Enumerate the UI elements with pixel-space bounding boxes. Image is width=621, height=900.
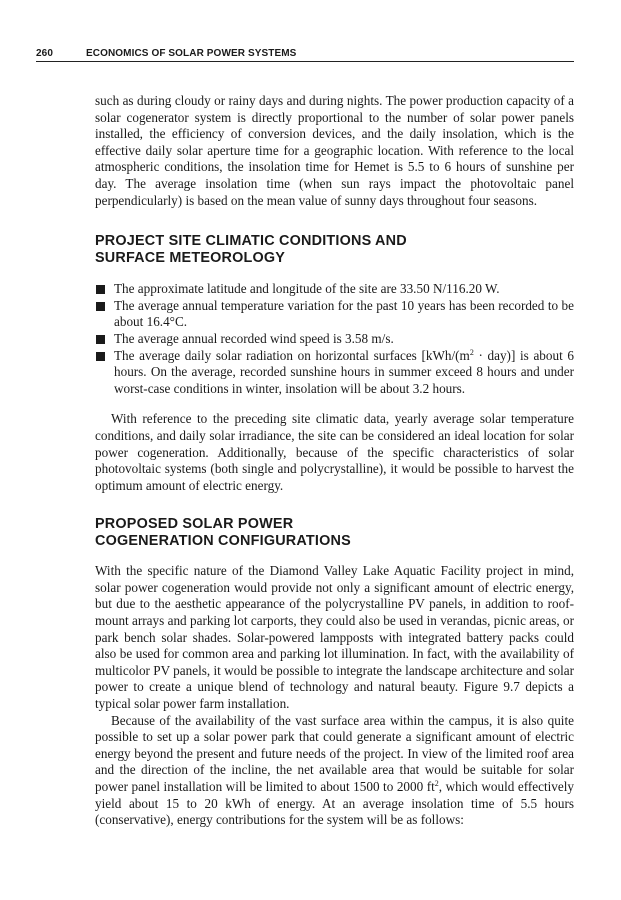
- bullet-square-icon: [96, 302, 105, 311]
- bullet-item: [95, 331, 574, 348]
- page-body: [95, 93, 574, 829]
- bullet-text: The average annual recorded wind speed is 3.58 m/s.: [114, 330, 394, 346]
- cogeneration-paragraph-2: [95, 713, 574, 829]
- section-heading-cogeneration: [95, 516, 574, 550]
- bullet-square-icon: [96, 352, 105, 361]
- bullet-item: [95, 348, 574, 398]
- intro-paragraph: such as during cloudy or rainy days and during nights. The power production capacity of a solar cogenerator system is directly proportional to the number of solar power panels installed, the efficiency of conversion devices, and the daily insolation, which is the effective daily solar aperture time for a geographic location. With reference to the local atmospheric conditions, the insolation time for Hemet is 5.5 to 6 hours of sunshine per day. The average insolation time (when sun rays impact the photovoltaic panel perpendicularly) is based on the mean value of sunny days throughout four seasons.: [95, 93, 574, 208]
- bullet-square-icon: [96, 285, 105, 294]
- climate-bullet-list: [95, 281, 574, 397]
- superscript: 2: [469, 347, 474, 357]
- paragraph-text: , which would effectively yield about 15 to 20 kWh of energy. At an average insolation time of 5.5 hours (conservative), energy contributions for the system will be as follows:: [95, 779, 574, 828]
- bullet-text: The average daily solar radiation on horizontal surfaces [kWh/(m: [114, 347, 470, 363]
- heading-line: PROJECT SITE CLIMATIC CONDITIONS AND: [95, 233, 407, 250]
- bullet-item: [95, 298, 574, 331]
- bullet-text: The approximate latitude and longitude of the site are 33.50 N/116.20 W.: [114, 281, 500, 297]
- bullet-square-icon: [96, 335, 105, 344]
- climate-summary-paragraph: With reference to the preceding site climatic data, yearly average solar temperature conditions, and daily solar irradiance, the site can be considered an ideal location for solar power cogeneration. Additionally, because of the specific characteristics of solar photovoltaic systems (both single and polycrystalline), it would be possible to harvest the optimum amount of electric energy.: [95, 411, 574, 493]
- running-head: [36, 43, 574, 62]
- page-number: 260: [36, 48, 53, 59]
- bullet-text: · day)] is about 6 hours. On the average, recorded sunshine hours in summer exceed 8 hours and under worst-case conditions in winter, insolation will be about 3.2 hours.: [114, 347, 574, 396]
- superscript: 2: [434, 779, 439, 788]
- cogeneration-paragraph-1: With the specific nature of the Diamond Valley Lake Aquatic Facility project in mind, solar power cogeneration would provide not only a significant amount of electric energy, but due to the aesthetic appearance of the polycrystalline PV panels, in addition to roof-mount arrays and parking lot carports, they could also be used in verandas, picnic areas, or park bench solar shades. Solar-powered lampposts with integrated battery packs could also be used for common area and parking lot illumination. In fact, with the availability of multicolor PV panels, it would be possible to integrate the landscape architecture and solar power to create a unique blend of technology and natural beauty. Figure 9.7 depicts a typical solar power farm installation.: [95, 563, 574, 712]
- running-head-title: ECONOMICS OF SOLAR POWER SYSTEMS: [86, 48, 297, 59]
- section-heading-climatic-conditions: [95, 233, 574, 267]
- paragraph-text: Because of the availability of the vast surface area within the campus, it is also quite possible to set up a solar power park that could generate a significant amount of electric energy beyond the present and future needs of the project. In view of the limited roof area and the direction of the incline, the net available area that would be suitable for solar power panel installation will be limited to about 1500 to 2000 ft: [95, 712, 574, 794]
- heading-line: PROPOSED SOLAR POWER: [95, 516, 294, 533]
- bullet-text: The average annual temperature variation for the past 10 years has been recorded to be about 16.4°C.: [114, 297, 574, 330]
- heading-line: COGENERATION CONFIGURATIONS: [95, 533, 351, 550]
- bullet-item: [95, 281, 574, 298]
- heading-line: SURFACE METEOROLOGY: [95, 250, 286, 267]
